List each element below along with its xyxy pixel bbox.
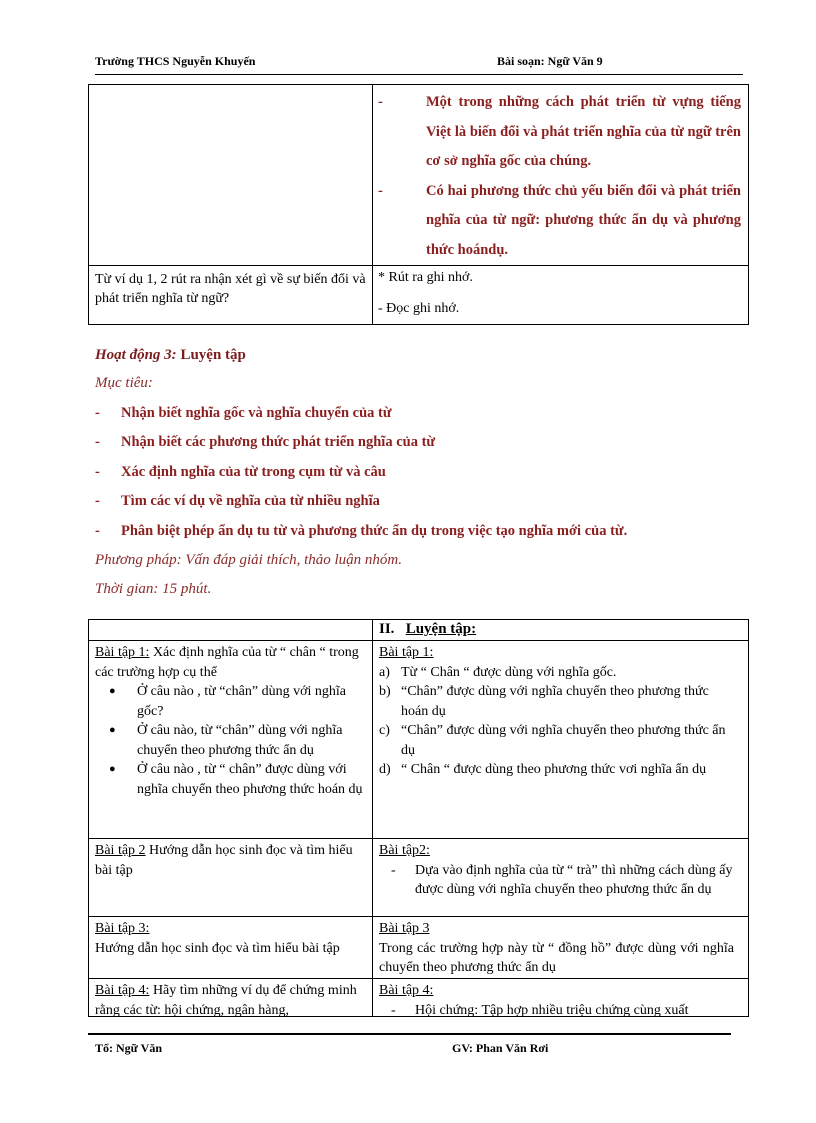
bt1-bullet: ● Ở câu nào , từ “ chân” được dùng với nghĩa chuyển theo phương thức hoán dụ (109, 762, 363, 797)
activity-heading: Hoạt động 3: Luyện tập (95, 347, 246, 363)
continuation-table (88, 84, 749, 325)
objective-item: - Tìm các ví dụ về nghĩa của từ nhiều nghĩa (95, 493, 380, 509)
bt2-answer-cell (373, 839, 749, 917)
row1-right-cell (373, 85, 749, 266)
bt2-answer: - Dựa vào định nghĩa của từ “ trà” thì những cách dùng ấy được dùng với nghĩa chuyển theo phương thức ẩn dụ (391, 862, 733, 897)
bt3-answer: Trong các trường hợp này từ “ đồng hồ” được dùng với nghĩa chuyển theo phương thức ẩn dụ (379, 940, 734, 975)
objective-item: - Nhận biết các phương thức phát triển nghĩa của từ (95, 434, 436, 450)
time-line: Thời gian: 15 phút. (95, 581, 212, 597)
bt4-answer-title: Bài tập 4: (379, 983, 434, 998)
row2-answer (373, 266, 749, 325)
header-rule (95, 74, 743, 75)
bt3-question-cell: Bài tập 3: Hướng dẫn học sinh đọc và tìm hiểu bài tập (89, 917, 373, 979)
bt4-answer: - Hội chứng: Tập hợp nhiều triệu chứng cùng xuất (391, 1002, 689, 1016)
bt1-prompt: Bài tập 1: Xác định nghĩa của từ “ chân “ trong các trường hợp cụ thể (95, 645, 359, 680)
footer-teacher: GV: Phan Văn Rơi (452, 1041, 549, 1055)
bt1-answer-item: c) “Chân” được dùng với nghĩa chuyển theo phương thức ẩn dụ (379, 723, 726, 758)
bt2-answer-title: Bài tập2: (379, 843, 430, 858)
bt1-answer-cell (373, 641, 749, 839)
bt3-answer-cell (373, 917, 749, 979)
objective-item: - Nhận biết nghĩa gốc và nghĩa chuyển của từ (95, 405, 392, 421)
footer-department: Tổ: Ngữ Văn (95, 1041, 162, 1055)
row1-left-cell (89, 85, 373, 266)
objective-item: - Xác định nghĩa của từ trong cụm từ và câu (95, 464, 386, 480)
note-line-1: * Rút ra ghi nhớ. (378, 270, 473, 285)
header-school: Trường THCS Nguyễn Khuyến (95, 54, 256, 68)
header-subject: Bài soạn: Ngữ Văn 9 (497, 54, 603, 68)
note-line-2: - Đọc ghi nhớ. (378, 301, 460, 316)
bt1-answer-title: Bài tập 1: (379, 645, 434, 660)
conclusion-item: - Có hai phương thức chủ yếu biến đổi và phát triển nghĩa của từ ngữ: phương thức ẩn dụ và phương thức hoándụ. (378, 182, 741, 258)
bt1-bullet: ● Ở câu nào , từ “chân” dùng với nghĩa gốc? (109, 684, 346, 719)
section-heading: II. Luyện tập: (373, 620, 749, 641)
conclusion-item: - Một trong những cách phát triển từ vựng tiếng Việt là biến đổi và phát triển nghĩa của từ ngữ trên cơ sở nghĩa gốc của chúng. (378, 94, 741, 169)
bt4-answer-cell (373, 979, 749, 1017)
bt2-question-cell: Bài tập 2 Hướng dẫn học sinh đọc và tìm hiểu bài tập (89, 839, 373, 917)
bt1-question-cell (89, 641, 373, 839)
bt4-question-cell: Bài tập 4: Hãy tìm những ví dụ để chứng minh rằng các từ: hội chứng, ngân hàng, (89, 979, 373, 1017)
objective-item: - Phân biệt phép ẩn dụ tu từ và phương thức ẩn dụ trong việc tạo nghĩa mới của từ. (95, 523, 628, 539)
bt1-bullet: ● Ở câu nào, từ “chân” dùng với nghĩa chuyển theo phương thức ẩn dụ (109, 723, 343, 758)
exercise-table (88, 619, 749, 1017)
bt1-answer-item: d) “ Chân “ được dùng theo phương thức vơi nghĩa ẩn dụ (379, 762, 707, 777)
bt3-answer-title: Bài tập 3 (379, 921, 430, 936)
bt1-answer-item: a) Từ “ Chân “ được dùng với nghĩa gốc. (379, 664, 617, 680)
method-line: Phương pháp: Vấn đáp giải thích, thảo luận nhóm. (95, 552, 403, 568)
row2-question: Từ ví dụ 1, 2 rút ra nhận xét gì về sự biến đổi và phát triển nghĩa từ ngữ? (89, 266, 373, 325)
footer-rule (88, 1033, 731, 1035)
objective-label: Mục tiêu: (95, 375, 153, 391)
head-left-cell (89, 620, 373, 641)
bt1-answer-item: b) “Chân” được dùng với nghĩa chuyển theo phương thức hoán dụ (379, 684, 709, 719)
